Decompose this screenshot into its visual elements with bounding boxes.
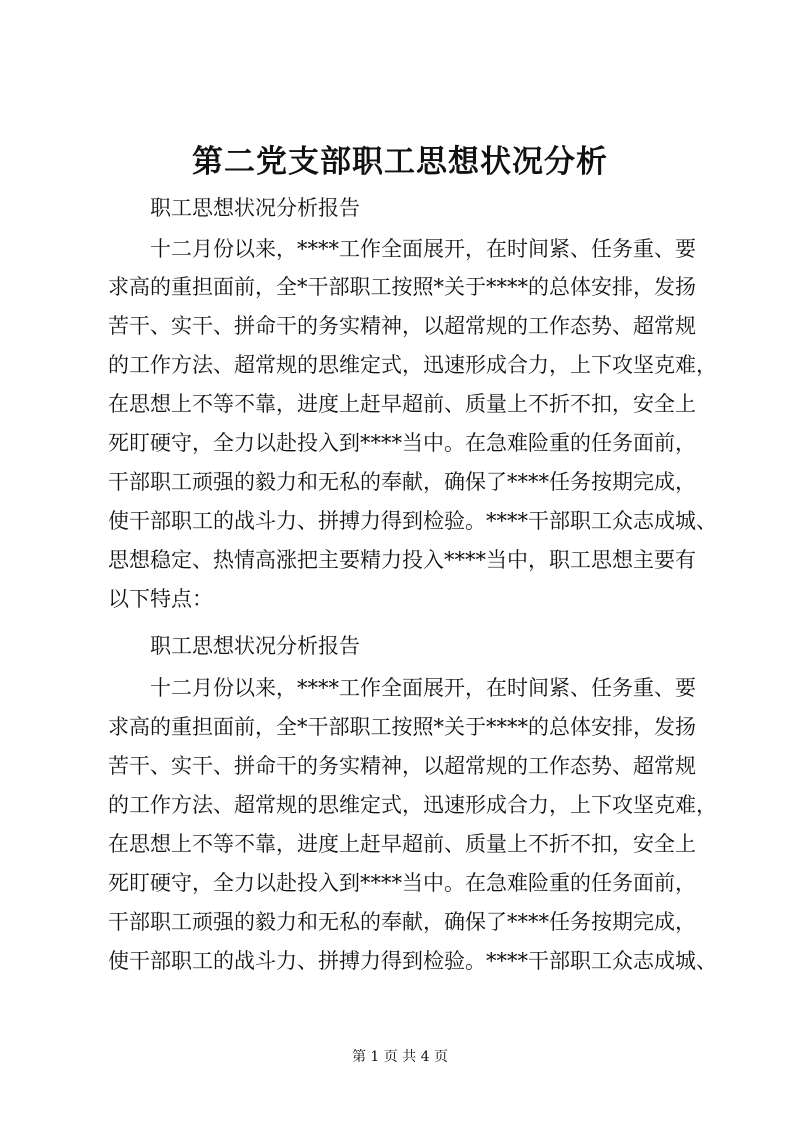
section-1-line-4: 的工作方法、超常规的思维定式，迅速形成合力，上下攻坚克难， <box>108 353 717 377</box>
document-title: 第二党支部职工思想状况分析 <box>192 144 608 180</box>
page-footer: 第 1 页 共 4 页 <box>351 1049 449 1065</box>
section-2-line-3: 苦干、实干、拼命干的务实精神，以超常规的工作态势、超常规 <box>108 754 696 778</box>
section-1-line-5: 在思想上不等不靠，进度上赶早超前、质量上不折不扣，安全上 <box>108 392 696 416</box>
section-2-heading: 职工思想状况分析报告 <box>150 634 360 658</box>
section-2-line-8: 使干部职工的战斗力、拼搏力得到检验。****干部职工众志成城、 <box>108 949 717 973</box>
section-1-line-9: 思想稳定、热情高涨把主要精力投入****当中，职工思想主要有 <box>108 548 696 572</box>
section-2-line-5: 在思想上不等不靠，进度上赶早超前、质量上不折不扣，安全上 <box>108 832 696 856</box>
section-2-line-2: 求高的重担面前，全*干部职工按照*关于****的总体安排，发扬 <box>108 715 696 739</box>
section-1-line-7: 干部职工顽强的毅力和无私的奉献，确保了****任务按期完成， <box>108 470 696 494</box>
section-1-line-10: 以下特点： <box>108 587 213 611</box>
section-1-line-3: 苦干、实干、拼命干的务实精神，以超常规的工作态势、超常规 <box>108 314 696 338</box>
section-1-line-2: 求高的重担面前，全*干部职工按照*关于****的总体安排，发扬 <box>108 275 696 299</box>
section-1-heading: 职工思想状况分析报告 <box>150 196 360 220</box>
section-1-line-1: 十二月份以来，****工作全面展开，在时间紧、任务重、要 <box>150 237 696 261</box>
section-1-line-6: 死盯硬守，全力以赴投入到****当中。在急难险重的任务面前， <box>108 431 696 455</box>
section-2-line-1: 十二月份以来，****工作全面展开，在时间紧、任务重、要 <box>150 676 696 700</box>
section-2-line-6: 死盯硬守，全力以赴投入到****当中。在急难险重的任务面前， <box>108 871 696 895</box>
section-1-line-8: 使干部职工的战斗力、拼搏力得到检验。****干部职工众志成城、 <box>108 509 717 533</box>
section-2-line-4: 的工作方法、超常规的思维定式，迅速形成合力，上下攻坚克难， <box>108 793 717 817</box>
section-2-line-7: 干部职工顽强的毅力和无私的奉献，确保了****任务按期完成， <box>108 910 696 934</box>
